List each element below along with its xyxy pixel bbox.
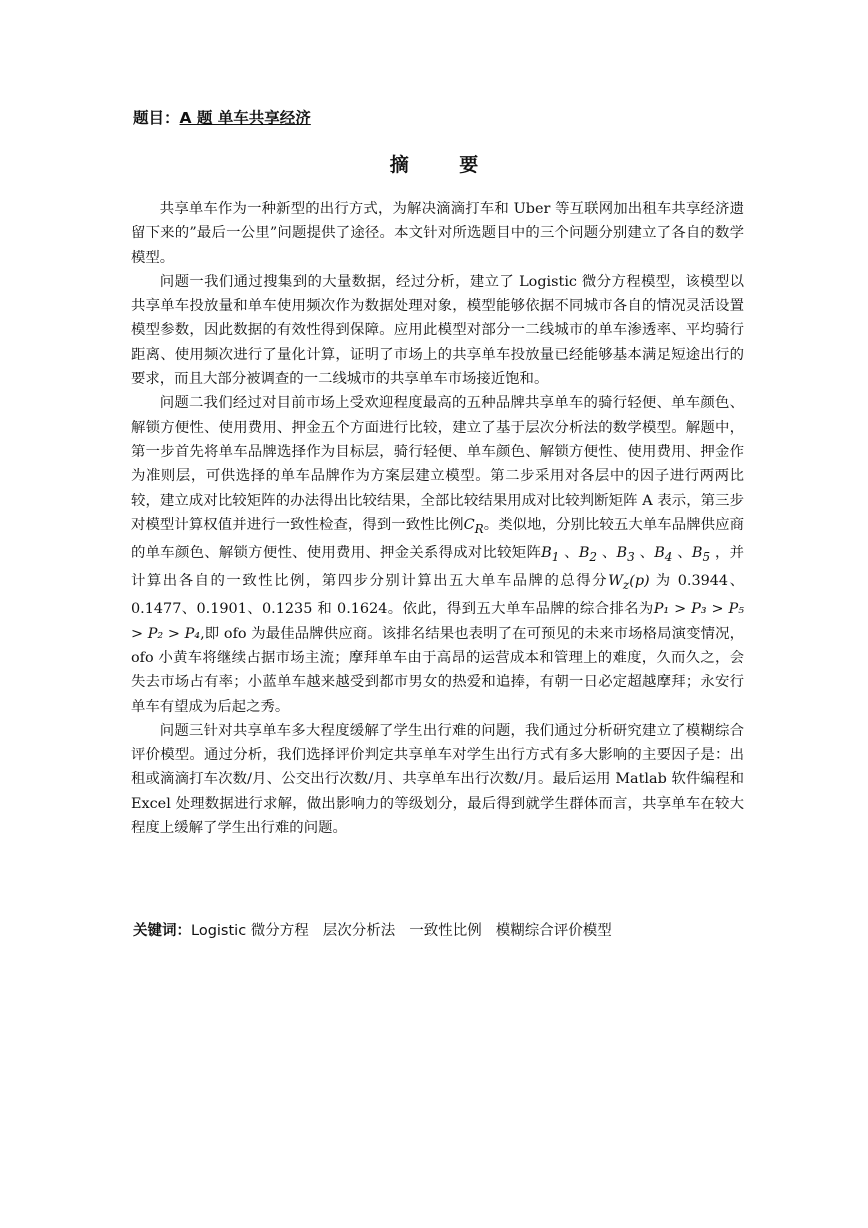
title-label: 题目：	[133, 109, 180, 127]
abstract-body	[131, 197, 744, 840]
p2-text-2: 。类似地，分别比较五大单车品牌供应商的单车颜色、解锁方便性、使用费用、押金关系得成对比较矩阵	[131, 516, 744, 562]
consistency-ratio-symbol: $C_R$	[463, 516, 484, 536]
matrix-b3: $B_3$	[616, 545, 635, 564]
keyword-item: 模糊综合评价模型	[495, 923, 612, 939]
keywords-line	[133, 919, 626, 940]
keywords-label: 关键词：	[133, 923, 191, 939]
problem-title	[133, 106, 311, 128]
keyword-item: 一致性比例	[409, 923, 482, 939]
keyword-item: 层次分析法	[322, 923, 396, 939]
sep-2: 、	[597, 545, 617, 562]
p2-text-4: 为 0.3944、0.1477、0.1901、0.1235 和 0.1624。依此，得到五大单车品牌的综合排名为	[131, 573, 744, 618]
abstract-paragraph-intro: 共享单车作为一种新型的出行方式，为解决滴滴打车和 Uber 等互联网加出租车共享经济遗留下来的”最后一公里”问题提供了途径。本文针对所选题目中的三个问题分别建立了各自的数学模型。	[131, 201, 744, 266]
p2-text-5: ,即 ofo 为最佳品牌供应商。该排名结果也表明了在可预见的未来市场格局演变情况，ofo 小黄车将继续占据市场主流；摩拜单车由于高昂的运营成本和管理上的难度，久而久之，会失去市场占有率；小蓝单车越来越受到都市男女的热爱和追捧，有朝一日必定超越摩拜；永安行单车有望成为后起之秀。	[131, 625, 744, 715]
abstract-paragraph-problem-3: 问题三针对共享单车多大程度缓解了学生出行难的问题，我们通过分析研究建立了模糊综合评价模型。通过分析，我们选择评价判定共享单车对学生出行方式有多大影响的主要因子是：出租或滴滴打车次数/月、公交出行次数/月、共享单车出行次数/月。最后运用 Matlab 软件编程和 Excel 处理数据进行求解，做出影响力的等级划分，最后得到就学生群体而言，共享单车在较大程度上缓解了学生出行难的问题。	[131, 722, 744, 837]
abstract-paragraph-problem-2	[131, 391, 744, 718]
brand-ranking: P₁ > P₃ > P₅ > P₂ > P₄	[131, 601, 744, 642]
matrix-b2: $B_2$	[578, 545, 598, 564]
sep-4: 、	[672, 545, 692, 562]
title-text: A 题 单车共享经济	[179, 109, 311, 127]
p2-text-1: 问题二我们经过对目前市场上受欢迎程度最高的五种品牌共享单车的骑行轻便、单车颜色、解锁方便性、使用费用、押金五个方面进行比较，建立了基于层次分析法的数学模型。解题中，第一步首先将单车品牌选择作为目标层，骑行轻便、单车颜色、解锁方便性、使用费用、押金作为准则层，可供选择的单车品牌作为方案层建立模型。第二步采用对各层中的因子进行两两比较，建立成对比较矩阵的办法得出比较结果，全部比较结果用成对比较判断矩阵 A 表示，第三步对模型计算权值并进行一致性检查，得到一致性比例	[131, 395, 744, 533]
matrix-b5: $B_5$	[691, 545, 711, 564]
sep-3: 、	[634, 545, 655, 562]
sep-1: 、	[559, 545, 579, 562]
matrix-b1: $B_1$	[541, 545, 560, 564]
total-score-symbol: $W_z(p)$	[608, 573, 650, 593]
matrix-b4: $B_4$	[654, 545, 673, 564]
keyword-item: Logistic 微分方程	[191, 923, 309, 939]
abstract-heading: 摘 要	[389, 154, 501, 176]
abstract-paragraph-problem-1: 问题一我们通过搜集到的大量数据，经过分析，建立了 Logistic 微分方程模型，该模型以共享单车投放量和单车使用频次作为数据处理对象，模型能够依据不同城市各自的情况灵活设置模型参数，因此数据的有效性得到保障。应用此模型对部分一二线城市的单车渗透率、平均骑行距离、使用频次进行了量化计算，证明了市场上的共享单车投放量已经能够基本满足短途出行的要求，而且大部分被调查的一二线城市的共享单车市场接近饱和。	[131, 273, 744, 388]
p2-text-3: ，并计算出各自的一致性比例，第四步分别计算出五大单车品牌的总得分	[131, 545, 745, 590]
